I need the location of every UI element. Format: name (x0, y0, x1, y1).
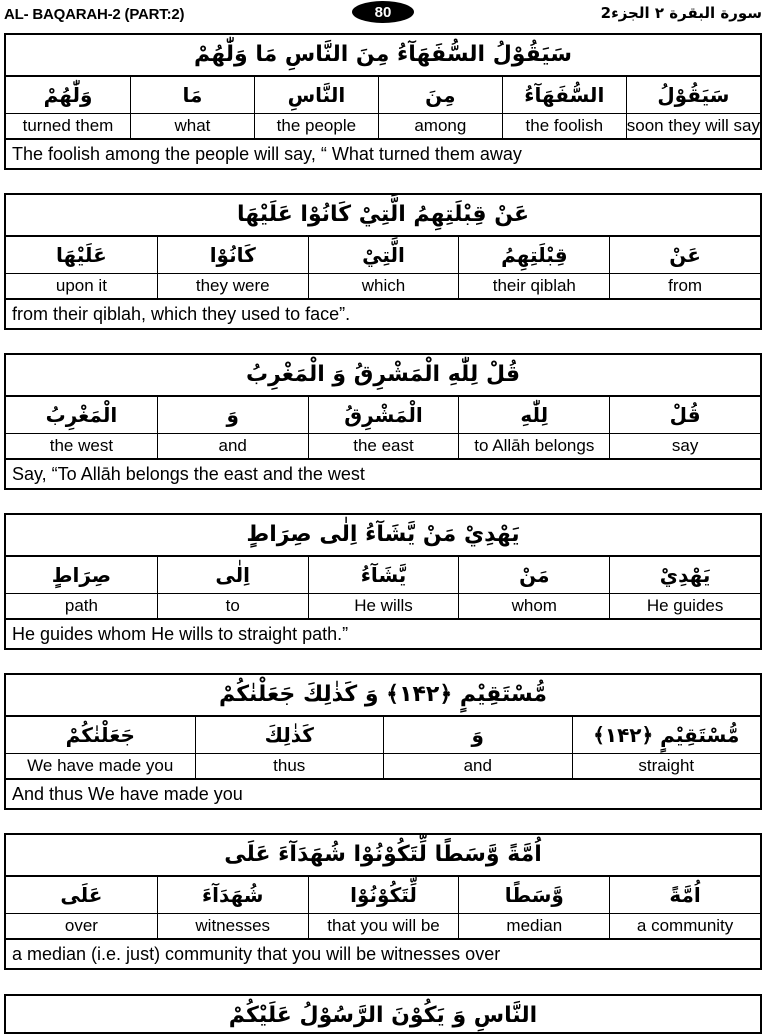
english-meaning: over (64, 916, 98, 935)
arabic-word: اُمَّةً (610, 877, 760, 914)
english-meaning: soon they will say (626, 116, 760, 135)
english-meaning: He guides (646, 596, 724, 615)
arabic-word: صِرَاطٍ (6, 557, 157, 594)
word-by-word-grid (6, 397, 760, 458)
word-cell (626, 77, 760, 138)
english-meaning: from (668, 276, 703, 295)
word-cell (383, 717, 572, 778)
english-meaning: thus (273, 756, 306, 775)
arabic-verse-line: اُمَّةً وَّسَطًا لِّتَكُوْنُوْا شُهَدَآءَ عَلَى (6, 835, 760, 877)
word-cell (609, 877, 760, 938)
arabic-word: عَلَى (6, 877, 157, 914)
verse-translation: from their qiblah, which they used to face”. (6, 298, 760, 328)
arabic-word: يَّشَآءُ (309, 557, 459, 594)
arabic-word: مَا (131, 77, 254, 114)
arabic-verse-line: عَنْ قِبْلَتِهِمُ الَّتِيْ كَانُوْا عَلَيْهَا (6, 195, 760, 237)
arabic-word: لِلّٰهِ (459, 397, 609, 434)
word-cell (195, 717, 384, 778)
arabic-word: شُهَدَآءَ (158, 877, 308, 914)
english-meaning: say (671, 436, 699, 455)
word-cell (458, 237, 609, 298)
verse-block (4, 513, 762, 650)
word-cell (254, 77, 378, 138)
word-cell (157, 557, 308, 618)
english-meaning: what (174, 116, 211, 135)
arabic-word: مَنْ (459, 557, 609, 594)
arabic-word: الْمَغْرِبُ (6, 397, 157, 434)
word-by-word-grid (6, 77, 760, 138)
word-cell (458, 557, 609, 618)
arabic-word: كَانُوْا (158, 237, 308, 274)
word-cell (157, 877, 308, 938)
verse-translation: He guides whom He wills to straight path.” (6, 618, 760, 648)
word-cell (157, 237, 308, 298)
arabic-word: لِّتَكُوْنُوْا (309, 877, 459, 914)
verse-block (4, 673, 762, 810)
word-by-word-grid (6, 237, 760, 298)
arabic-verse-line: يَهْدِيْ مَنْ يَّشَآءُ اِلٰى صِرَاطٍ (6, 515, 760, 557)
word-cell (308, 397, 459, 458)
english-meaning: to (225, 596, 240, 615)
word-by-word-grid (6, 717, 760, 778)
arabic-word: وَّسَطًا (459, 877, 609, 914)
arabic-word: وَ (384, 717, 572, 754)
word-cell (458, 397, 609, 458)
english-meaning: median (506, 916, 563, 935)
verse-block (4, 353, 762, 490)
arabic-word: قُلْ (610, 397, 760, 434)
word-cell (308, 557, 459, 618)
verse-block (4, 833, 762, 970)
word-cell (308, 237, 459, 298)
word-cell (609, 557, 760, 618)
english-meaning: He wills (354, 596, 413, 615)
arabic-verse-line: سَيَقُوْلُ السُّفَهَآءُ مِنَ النَّاسِ مَا وَلّٰهُمْ (6, 35, 760, 77)
english-meaning: among (414, 116, 467, 135)
verse-translation: The foolish among the people will say, “ What turned them away (6, 138, 760, 168)
arabic-word: سَيَقُوْلُ (627, 77, 760, 114)
arabic-verse-line: مُّسْتَقِيْمٍ ﴿۱۴۲﴾ وَ كَذٰلِكَ جَعَلْنٰكُمْ (6, 675, 760, 717)
english-meaning: upon it (55, 276, 107, 295)
english-meaning: that you will be (327, 916, 440, 935)
english-meaning: straight (638, 756, 695, 775)
word-cell (572, 717, 761, 778)
word-cell (6, 717, 195, 778)
english-meaning: a community (636, 916, 734, 935)
arabic-word: قِبْلَتِهِمُ (459, 237, 609, 274)
english-meaning: their qiblah (492, 276, 576, 295)
arabic-word: عَنْ (610, 237, 760, 274)
word-cell (458, 877, 609, 938)
arabic-verse-line: قُلْ لِلّٰهِ الْمَشْرِقُ وَ الْمَغْرِبُ (6, 355, 760, 397)
partial-verse-line: النَّاسِ وَ يَكُوْنَ الرَّسُوْلُ عَلَيْكُمْ (4, 994, 762, 1034)
page-header (0, 0, 768, 30)
word-cell (6, 77, 130, 138)
arabic-word: جَعَلْنٰكُمْ (6, 717, 195, 754)
verse-block (4, 33, 762, 170)
arabic-word: عَلَيْهَا (6, 237, 157, 274)
english-meaning: which (361, 276, 406, 295)
english-meaning: and (463, 756, 492, 775)
arabic-word: كَذٰلِكَ (196, 717, 384, 754)
english-meaning: to Allāh belongs (474, 436, 595, 455)
english-meaning: the east (353, 436, 414, 455)
arabic-word: النَّاسِ (255, 77, 378, 114)
english-meaning: witnesses (195, 916, 271, 935)
arabic-word: وَ (158, 397, 308, 434)
arabic-word: الْمَشْرِقُ (309, 397, 459, 434)
arabic-word: مِنَ (379, 77, 502, 114)
english-meaning: the people (276, 116, 357, 135)
arabic-word: اِلٰى (158, 557, 308, 594)
english-meaning: turned them (22, 116, 114, 135)
surah-title-arabic: سورة البقرة ٢ الجزء2 (600, 4, 762, 22)
word-cell (6, 237, 157, 298)
word-cell (308, 877, 459, 938)
word-cell (6, 557, 157, 618)
word-by-word-grid (6, 877, 760, 938)
word-cell (609, 237, 760, 298)
english-meaning: path (64, 596, 98, 615)
english-meaning: and (218, 436, 247, 455)
english-meaning: whom (511, 596, 557, 615)
verse-translation: Say, “To Allāh belongs the east and the west (6, 458, 760, 488)
word-cell (130, 77, 254, 138)
english-meaning: We have made you (27, 756, 174, 775)
word-by-word-grid (6, 557, 760, 618)
word-cell (6, 397, 157, 458)
english-meaning: the west (49, 436, 114, 455)
arabic-word: السُّفَهَآءُ (503, 77, 626, 114)
arabic-word: وَلّٰهُمْ (6, 77, 130, 114)
page-number-badge: 80 (352, 1, 414, 23)
arabic-word: يَهْدِيْ (610, 557, 760, 594)
surah-title-english: AL- BAQARAH-2 (PART:2) (4, 6, 185, 23)
verse-block (4, 193, 762, 330)
word-cell (378, 77, 502, 138)
verse-translation: a median (i.e. just) community that you will be witnesses over (6, 938, 760, 968)
word-cell (502, 77, 626, 138)
word-cell (609, 397, 760, 458)
word-cell (157, 397, 308, 458)
english-meaning: the foolish (525, 116, 604, 135)
english-meaning: they were (195, 276, 270, 295)
verse-translation: And thus We have made you (6, 778, 760, 808)
arabic-word: مُّسْتَقِيْمٍ ﴿۱۴۲﴾ (573, 717, 761, 754)
word-cell (6, 877, 157, 938)
arabic-word: الَّتِيْ (309, 237, 459, 274)
